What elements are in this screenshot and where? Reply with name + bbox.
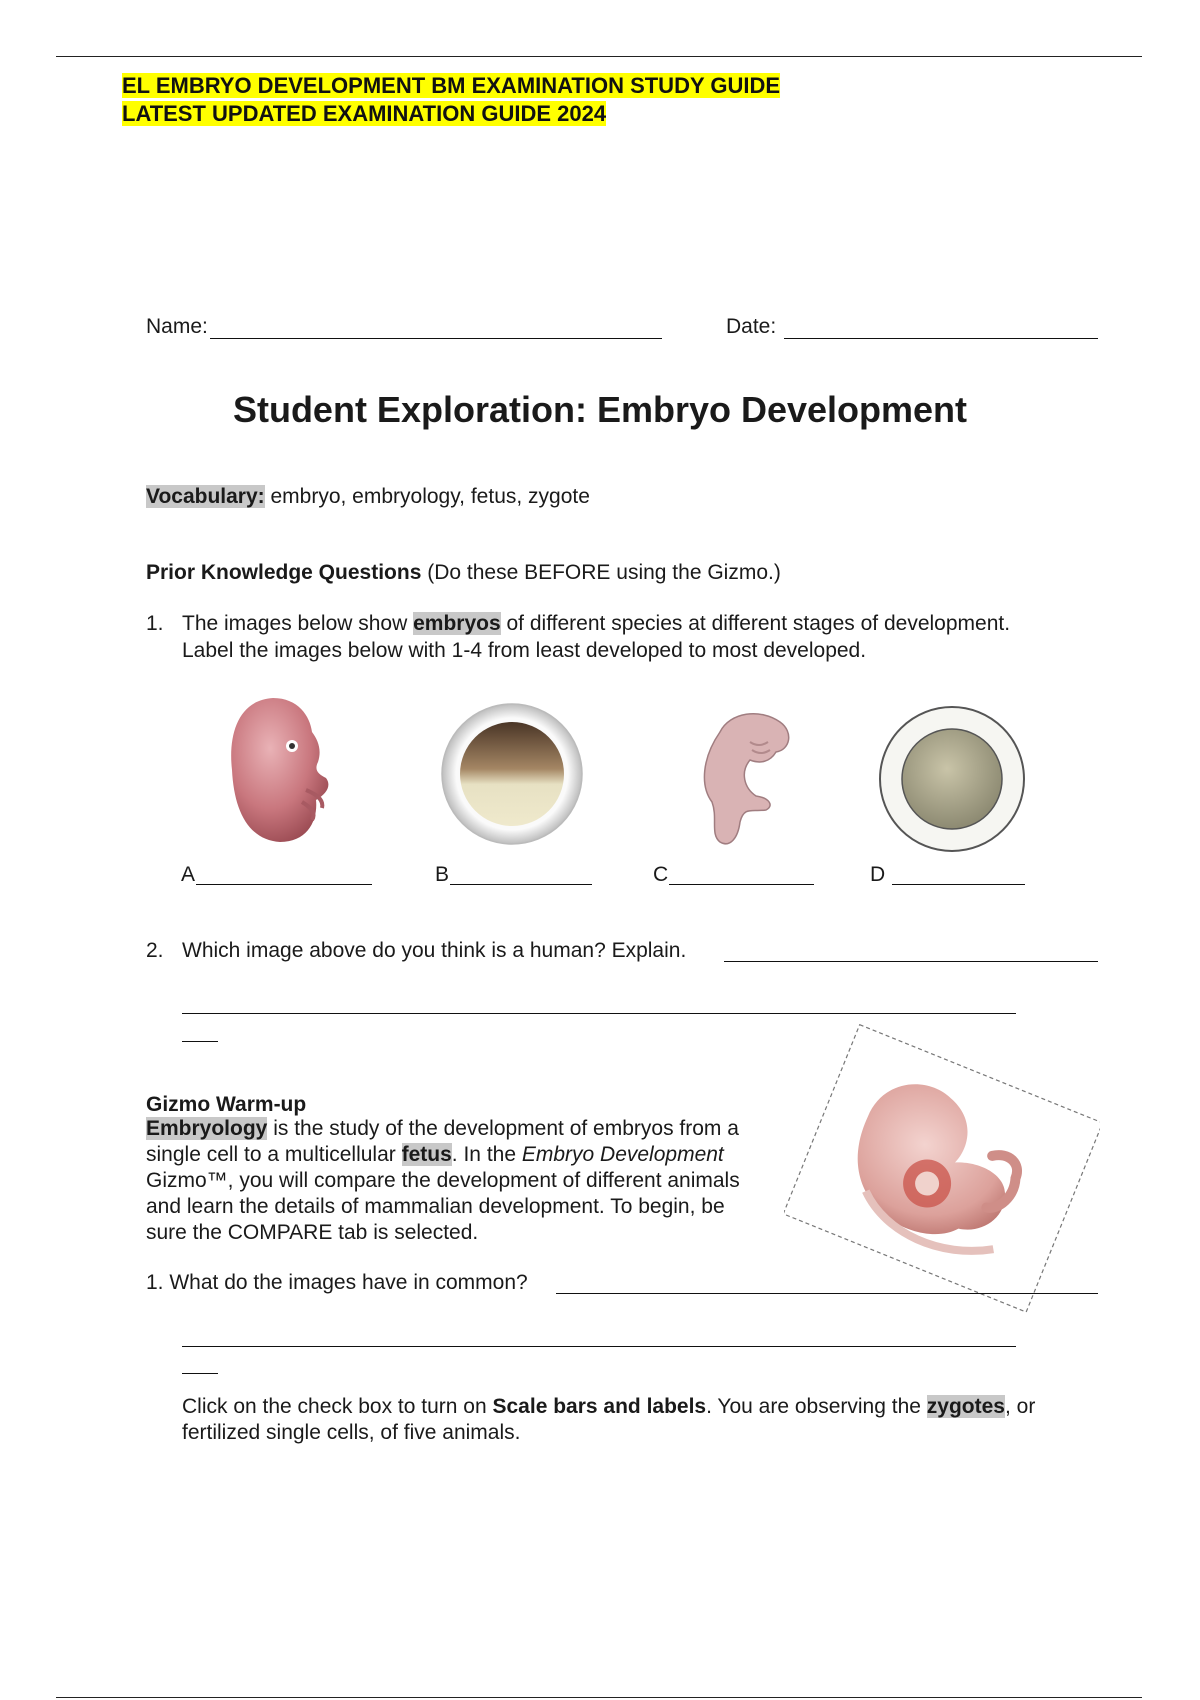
warmup-l2b: . In the	[451, 1143, 522, 1166]
warmup-l2a: single cell to a multicellular	[146, 1143, 402, 1166]
question-2-answer-line-1[interactable]	[724, 961, 1098, 962]
banner-line-1: EL EMBRYO DEVELOPMENT BM EXAMINATION STUDY GUIDE	[122, 73, 781, 98]
warmup-heading: Gizmo Warm-up	[146, 1093, 307, 1116]
warmup-l1: is the study of the development of embryos from a	[267, 1117, 739, 1140]
embryo-image-b	[438, 700, 586, 848]
embryo-image-a	[218, 690, 338, 850]
question-1-number: 1.	[146, 612, 164, 635]
embryo-photo-rotated	[784, 1018, 1100, 1318]
image-answer-a[interactable]	[196, 884, 372, 885]
question-2-answer-line-2[interactable]	[182, 1013, 1016, 1014]
warmup-l4: and learn the details of mammalian development. To begin, be	[146, 1195, 725, 1218]
warmup-question-1-answer-line-3[interactable]	[182, 1373, 218, 1374]
warmup-gizmo-name: Embryo Development	[521, 1143, 724, 1166]
vocabulary-label: Vocabulary:	[146, 485, 265, 508]
click-line-2: fertilized single cells, of five animals.	[182, 1421, 521, 1444]
top-rule	[56, 56, 1142, 57]
date-label: Date:	[726, 315, 777, 338]
image-label-b: B	[435, 863, 450, 886]
question-2-text: Which image above do you think is a human? Explain.	[182, 939, 687, 962]
name-field[interactable]	[210, 338, 662, 339]
q1-pre: The images below show	[182, 612, 414, 635]
banner-line-2: LATEST UPDATED EXAMINATION GUIDE 2024	[122, 101, 607, 126]
vocabulary-terms: embryo, embryology, fetus, zygote	[264, 485, 590, 508]
warmup-question-1-answer-line-2[interactable]	[182, 1346, 1016, 1347]
question-1-text	[182, 610, 1102, 664]
vocabulary-line	[146, 483, 590, 510]
name-label: Name:	[146, 315, 208, 338]
warmup-question-1-text: 1. What do the images have in common?	[146, 1271, 528, 1294]
warmup-l3: Gizmo™, you will compare the development of different animals	[146, 1169, 740, 1192]
term-zygotes: zygotes	[926, 1395, 1005, 1418]
question-2-number: 2.	[146, 939, 164, 962]
scale-bars-instruction	[182, 1394, 1102, 1446]
banner	[122, 72, 780, 128]
term-fetus: fetus	[401, 1143, 452, 1166]
bottom-rule	[56, 1697, 1142, 1698]
term-embryology: Embryology	[146, 1117, 268, 1140]
question-2-answer-line-3[interactable]	[182, 1041, 218, 1042]
click-post: , or	[1004, 1395, 1036, 1418]
image-answer-d[interactable]	[892, 884, 1025, 885]
image-answer-b[interactable]	[450, 884, 592, 885]
image-label-d: D	[870, 863, 886, 886]
prior-heading-note: (Do these BEFORE using the Gizmo.)	[421, 561, 781, 584]
click-pre: Click on the check box to turn on	[182, 1395, 493, 1418]
image-answer-c[interactable]	[669, 884, 814, 885]
page-title: Student Exploration: Embryo Development	[232, 389, 968, 430]
embryo-image-d	[877, 704, 1027, 854]
image-label-c: C	[653, 863, 669, 886]
embryo-image-c	[690, 702, 800, 852]
date-field[interactable]	[784, 338, 1098, 339]
prior-heading-text: Prior Knowledge Questions	[146, 561, 422, 584]
click-mid: . You are observing the	[706, 1395, 927, 1418]
prior-knowledge-heading	[146, 559, 781, 586]
warmup-l5: sure the COMPARE tab is selected.	[146, 1221, 479, 1244]
warmup-question-1-answer-line-1[interactable]	[556, 1293, 1098, 1294]
q1-post: of different species at different stages of development.	[500, 612, 1011, 635]
image-label-a: A	[181, 863, 196, 886]
scale-bars-label: Scale bars and labels	[492, 1395, 707, 1418]
term-embryos: embryos	[413, 612, 501, 635]
q1-line2: Label the images below with 1-4 from least developed to most developed.	[182, 639, 867, 662]
warmup-paragraph	[146, 1116, 786, 1246]
